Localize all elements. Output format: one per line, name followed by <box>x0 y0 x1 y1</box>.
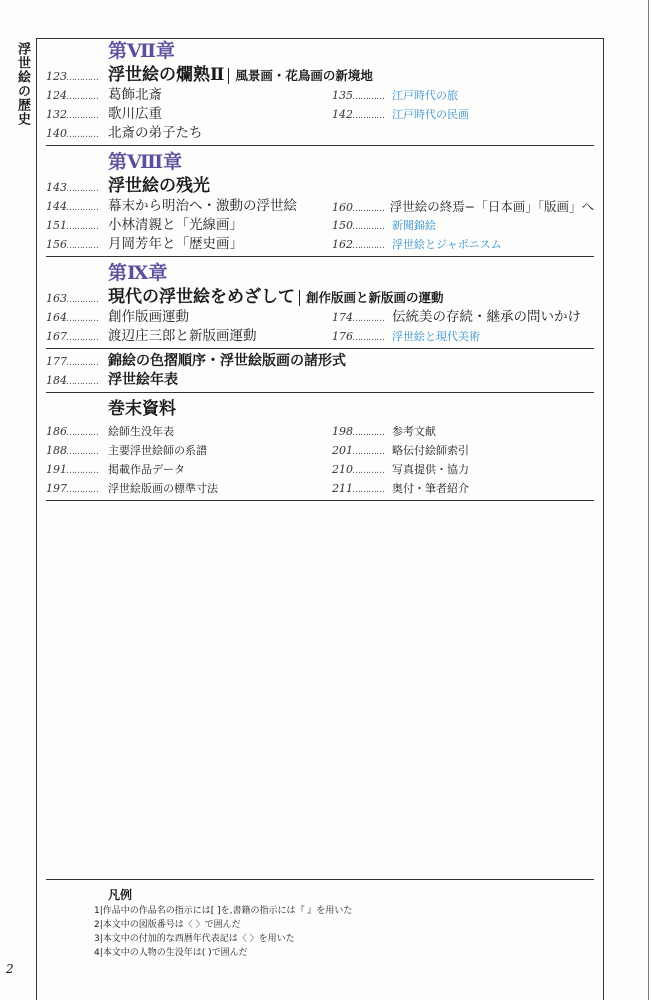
page-ref: 188 <box>46 444 67 457</box>
page-ref: 174 <box>332 311 353 324</box>
leader-dots: ………… <box>352 485 384 495</box>
toc-entry[interactable] <box>332 86 594 105</box>
chapter-title: 現代の浮世絵をめざして <box>108 287 295 307</box>
toc-entry[interactable] <box>46 479 332 498</box>
table-of-contents <box>46 38 594 504</box>
leader-dots: ………… <box>66 333 98 343</box>
chapter-9 <box>46 260 594 349</box>
page-ref: 198 <box>332 425 353 438</box>
page-ref: 123 <box>46 70 67 83</box>
entry-title: 伝統美の存続・継承の問いかけ <box>392 309 581 325</box>
note-item: 2|本文中の図版番号は〈 〉で囲んだ <box>94 920 241 930</box>
entry-title: 主要浮世絵師の系譜 <box>108 444 207 457</box>
page-ref: 132 <box>46 108 67 121</box>
toc-entry[interactable] <box>46 327 332 346</box>
toc-entry[interactable] <box>46 124 332 143</box>
chapter-title: 浮世絵の残光 <box>108 176 210 196</box>
entry-title: 渡辺庄三郎と新版画運動 <box>108 328 257 344</box>
entry-title: 参考文献 <box>392 425 436 438</box>
leader-dots: ………… <box>352 314 384 324</box>
chapter-head-entry[interactable] <box>46 286 594 308</box>
leader-dots: ………… <box>66 314 98 324</box>
entry-title: 奥付・筆者紹介 <box>392 482 469 495</box>
leader-dots: ………… <box>352 466 384 476</box>
entry-title: 浮世絵版画の標準寸法 <box>108 482 218 495</box>
toc-entry[interactable] <box>332 327 594 346</box>
page-ref: 151 <box>46 219 67 232</box>
leader-dots: ………… <box>352 428 384 438</box>
leader-dots: ………… <box>352 241 384 251</box>
left-column <box>46 86 332 143</box>
leader-dots: ………… <box>66 184 98 194</box>
column-title: 浮世絵とジャポニスム <box>392 238 502 251</box>
section-divider <box>46 500 594 501</box>
page-ref: 186 <box>46 425 67 438</box>
page-ref: 197 <box>46 482 67 495</box>
leader-dots: ………… <box>66 130 98 140</box>
page-ref: 160 <box>332 201 353 214</box>
toc-entry[interactable] <box>46 197 332 216</box>
entry-title: 錦絵の色摺順序・浮世絵版画の諸形式 <box>108 353 346 369</box>
leader-dots: ………… <box>66 241 98 251</box>
toc-entry[interactable] <box>46 371 594 390</box>
column-title: 浮世絵と現代美術 <box>392 330 480 343</box>
left-margin-rule <box>36 38 37 1000</box>
chapter-label: 第Ⅶ章 <box>108 40 175 62</box>
page-ref: 150 <box>332 219 353 232</box>
leader-dots: ………… <box>66 466 98 476</box>
toc-entry[interactable] <box>332 422 594 441</box>
note-item: 4|本文中の人物の生没年は( )で囲んだ <box>94 948 248 958</box>
toc-entry[interactable] <box>46 460 332 479</box>
leader-dots: ………… <box>66 447 98 457</box>
chapter-subtitle: 創作版画と新版画の運動 <box>299 290 444 306</box>
chapter-label: 第Ⅸ章 <box>108 262 168 284</box>
leader-dots: ………… <box>66 295 98 305</box>
page-ref: 176 <box>332 330 353 343</box>
toc-entry[interactable] <box>46 235 332 254</box>
page-ref: 144 <box>46 200 67 213</box>
entry-title: 絵師生没年表 <box>108 425 174 438</box>
leader-dots: ………… <box>66 358 98 368</box>
column-title: 新聞錦絵 <box>392 219 436 232</box>
toc-entry[interactable] <box>332 460 594 479</box>
notes-title: 凡例 <box>108 888 133 902</box>
appendix-title: 巻末資料 <box>108 399 176 419</box>
page-ref: 210 <box>332 463 353 476</box>
page-ref: 162 <box>332 238 353 251</box>
chapter-subtitle: 風景画・花鳥画の新境地 <box>228 68 373 84</box>
running-title: 浮世絵の歴史 <box>15 42 30 126</box>
leader-dots: ………… <box>66 111 98 121</box>
leader-dots: ………… <box>352 204 384 214</box>
leader-dots: ………… <box>66 203 98 213</box>
page-ref: 184 <box>46 374 67 387</box>
chapter-head-entry[interactable] <box>46 175 594 197</box>
page-ref: 156 <box>46 238 67 251</box>
column-title: 江戸時代の民画 <box>392 108 469 121</box>
section-divider <box>46 145 594 146</box>
leader-dots: ………… <box>66 428 98 438</box>
toc-entry[interactable] <box>46 441 332 460</box>
leader-dots: ………… <box>352 111 384 121</box>
note-item: 3|本文中の付加的な西暦年代表記は〈 〉を用いた <box>94 934 295 944</box>
page-ref: 164 <box>46 311 67 324</box>
page-ref: 142 <box>332 108 353 121</box>
chapter-8 <box>46 149 594 257</box>
entry-title: 略伝付絵師索引 <box>392 444 469 457</box>
chapter-7 <box>46 38 594 146</box>
left-column <box>46 308 332 346</box>
entry-title: 月岡芳年と「歴史画」 <box>108 236 243 252</box>
page-ref: 191 <box>46 463 67 476</box>
toc-entry[interactable] <box>332 308 594 327</box>
chapter-label: 第Ⅷ章 <box>108 151 183 173</box>
right-column <box>332 197 594 254</box>
page-number: 2 <box>6 962 14 976</box>
page-ref: 211 <box>332 482 353 495</box>
page-ref: 143 <box>46 181 67 194</box>
right-column <box>332 422 594 498</box>
leader-dots: ………… <box>66 73 98 83</box>
legend-notes <box>46 880 594 960</box>
toc-entry[interactable] <box>46 308 332 327</box>
chapter-title: 浮世絵の爛熟Ⅱ <box>108 65 225 85</box>
toc-entry[interactable] <box>332 235 594 254</box>
leader-dots: ………… <box>66 485 98 495</box>
column-title: 江戸時代の旅 <box>392 89 458 102</box>
entry-title: 掲載作品データ <box>108 463 185 476</box>
entry-title: 小林清親と「光線画」 <box>108 217 243 233</box>
page-edge-rule <box>648 0 649 1000</box>
toc-entry[interactable] <box>46 216 332 235</box>
toc-entry[interactable] <box>46 352 594 371</box>
entry-title: 葛飾北斎 <box>108 87 162 103</box>
page-ref: 201 <box>332 444 353 457</box>
entry-title: 写真提供・協力 <box>392 463 469 476</box>
entry-title: 浮世絵の終焉−「日本画」「版画」へ <box>389 199 594 214</box>
toc-entry[interactable] <box>332 197 594 216</box>
page-ref: 124 <box>46 89 67 102</box>
entry-title: 歌川広重 <box>108 106 162 122</box>
toc-entry[interactable] <box>332 441 594 460</box>
toc-entry[interactable] <box>46 86 332 105</box>
leader-dots: ………… <box>66 222 98 232</box>
section-divider <box>46 256 594 257</box>
left-column <box>46 197 332 254</box>
page-ref: 135 <box>332 89 353 102</box>
toc-entry[interactable] <box>46 422 332 441</box>
note-item: 1|作品中の作品名の指示には[ ]を,書籍の指示には『 』を用いた <box>94 906 353 916</box>
toc-entry[interactable] <box>332 216 594 235</box>
page-ref: 140 <box>46 127 67 140</box>
right-column <box>332 308 594 346</box>
extras-section <box>46 352 594 393</box>
toc-entry[interactable] <box>332 479 594 498</box>
toc-entry[interactable] <box>46 105 332 124</box>
chapter-head-entry[interactable] <box>46 64 594 86</box>
leader-dots: ………… <box>352 333 384 343</box>
leader-dots: ………… <box>66 92 98 102</box>
section-divider <box>46 392 594 393</box>
leader-dots: ………… <box>352 92 384 102</box>
entry-title: 北斎の弟子たち <box>108 125 203 141</box>
leader-dots: ………… <box>352 222 384 232</box>
entry-title: 創作版画運動 <box>108 309 189 325</box>
left-column <box>46 422 332 498</box>
leader-dots: ………… <box>352 447 384 457</box>
entry-title: 幕末から明治へ・激動の浮世絵 <box>108 198 297 214</box>
leader-dots: ………… <box>66 377 98 387</box>
page-ref: 163 <box>46 292 67 305</box>
right-column <box>332 86 594 143</box>
entry-title: 浮世絵年表 <box>108 372 178 388</box>
toc-entry[interactable] <box>332 105 594 124</box>
section-divider <box>46 348 594 349</box>
appendix-section <box>46 396 594 501</box>
page-ref: 177 <box>46 355 67 368</box>
right-margin-rule <box>603 38 604 1000</box>
page-ref: 167 <box>46 330 67 343</box>
